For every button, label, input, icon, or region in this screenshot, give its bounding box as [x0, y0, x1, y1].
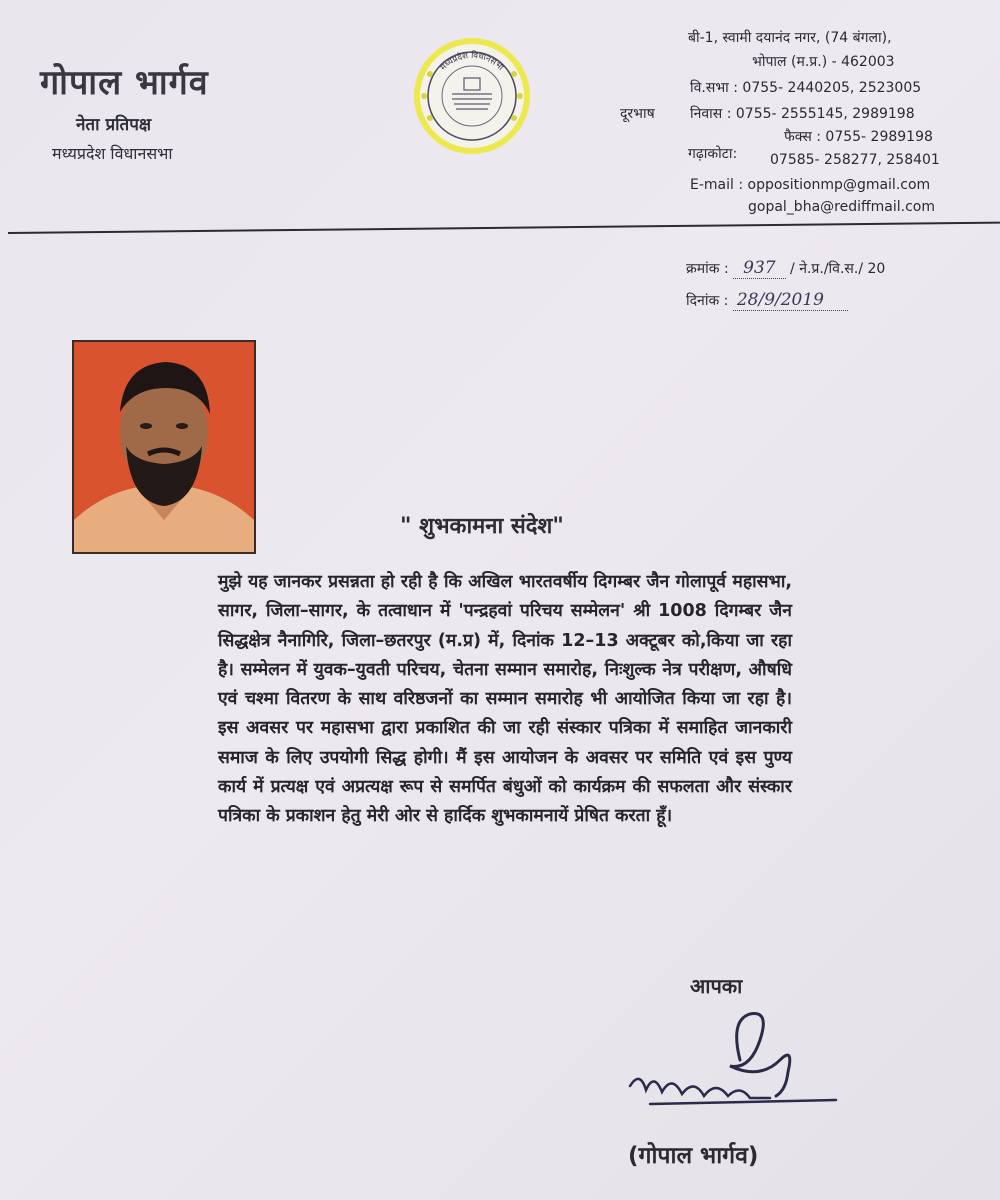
sender-designation: नेता प्रतिपक्ष	[76, 115, 152, 135]
address-line-1: बी-1, स्वामी दयानंद नगर, (74 बंगला),	[688, 30, 892, 46]
letter-date-value: 28/9/2019	[733, 290, 848, 311]
closing-salutation: आपका	[690, 974, 743, 998]
reference-number	[686, 258, 885, 278]
phone-label: दूरभाष	[620, 106, 655, 122]
email-secondary: gopal_bha@rediffmail.com	[748, 199, 935, 215]
phone-vidhan-sabha: वि.सभा : 0755- 2440205, 2523005	[690, 80, 922, 96]
garhakota-label: गढ़ाकोटा:	[688, 146, 738, 162]
header-divider	[8, 222, 1000, 234]
sender-portrait	[72, 340, 256, 554]
reference-number-suffix: / ने.प्र./वि.स./ 20	[790, 261, 886, 277]
signatory-name: (गोपाल भार्गव)	[628, 1143, 759, 1169]
reference-number-value: 937	[733, 258, 785, 279]
letter-date-label: दिनांक :	[686, 293, 729, 309]
address-line-2: भोपाल (म.प्र.) - 462003	[752, 54, 895, 70]
sender-name: गोपाल भार्गव	[40, 63, 209, 103]
assembly-seal-emblem	[410, 34, 534, 158]
portrait-illustration	[74, 342, 254, 552]
fax-number: फैक्स : 0755- 2989198	[784, 129, 933, 145]
letter-date	[686, 290, 848, 310]
garhakota-phone: 07585- 258277, 258401	[770, 152, 940, 168]
message-title: " शुभकामना संदेश"	[400, 514, 564, 539]
email-primary: E-mail : oppositionmp@gmail.com	[690, 177, 931, 193]
phone-niwas: निवास : 0755- 2555145, 2989198	[690, 106, 915, 122]
reference-number-label: क्रमांक :	[686, 261, 729, 277]
seal-text: मध्यप्रदेश विधानसभा	[438, 50, 506, 73]
sender-assembly: मध्यप्रदेश विधानसभा	[52, 144, 173, 163]
message-body: मुझे यह जानकर प्रसन्नता हो रही है कि अखिल भारतवर्षीय दिगम्बर जैन गोलापूर्व महासभा, सागर, जिला–सागर, के तत्वाधान में 'पन्द्रहवां परिचय सम्मेलन' श्री 1008 दिगम्बर जैन सिद्धक्षेत्र नैनागिरि, जिला–छतरपुर (म.प्र) में, दिनांक 12–13 अक्टूबर को,किया जा रहा है। सम्मेलन में युवक–युवती परिचय, चेतना सम्मान समारोह, निःशुल्क नेत्र परीक्षण, औषधि एवं चश्मा वितरण के साथ वरिष्ठजनों का सम्मान समारोह भी आयोजित किया जा रहा है। इस अवसर पर महासभा द्वारा प्रकाशित की जा रही संस्कार पत्रिका में समाहित जानकारी समाज के लिए उपयोगी सिद्ध होगी। मैं इस आयोजन के अवसर पर समिति एवं इस पुण्य कार्य में प्रत्यक्ष एवं अप्रत्यक्ष रूप से समर्पित बंधुओं को कार्यक्रम की सफलता और संस्कार पत्रिका के प्रकाशन हेतु मेरी ओर से हार्दिक शुभकामनायें प्रेषित करता हूँ।	[218, 572, 792, 827]
handwritten-signature	[610, 1000, 850, 1130]
